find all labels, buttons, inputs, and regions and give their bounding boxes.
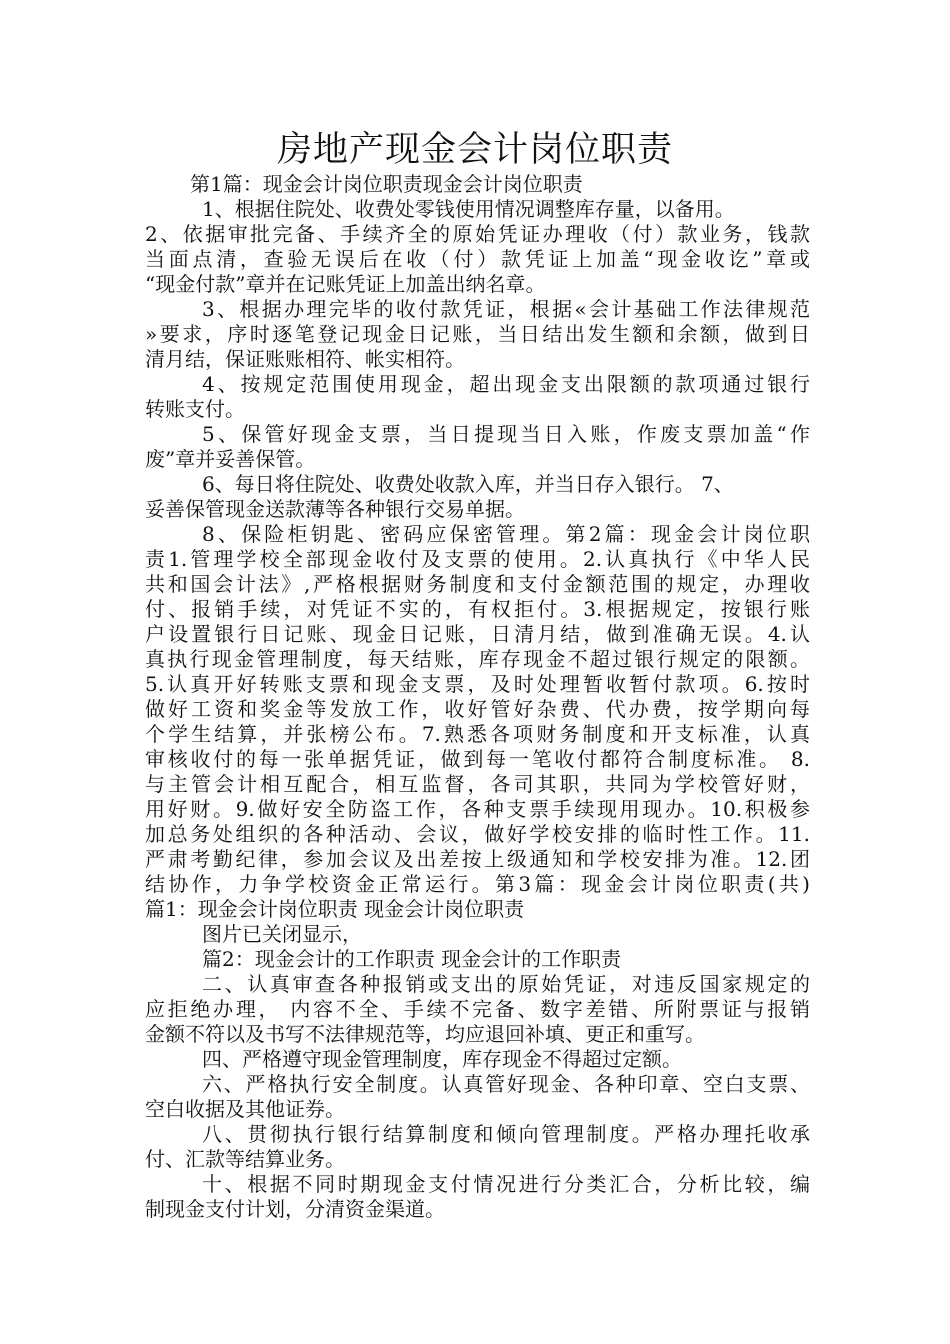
- paragraph-line: 用好财。9.做好安全防盗工作，各种支票手续现用现办。10.积极参: [145, 797, 810, 821]
- paragraph-line: 个学生结算，并张榜公布。7.熟悉各项财务制度和开支标准，认真: [145, 722, 810, 746]
- paragraph-line: 废”章并妥善保管。: [145, 447, 316, 471]
- paragraph-line: 八、贯彻执行银行结算制度和倾向管理制度。严格办理托收承: [202, 1122, 810, 1146]
- paragraph-line: 当面点清，查验无误后在收（付）款凭证上加盖“现金收讫”章或: [145, 247, 810, 271]
- paragraph-line: 审核收付的每一张单据凭证，做到每一笔收付都符合制度标准。 8.: [145, 747, 810, 771]
- paragraph-line: 做好工资和奖金等发放工作，收好管好杂费、代办费，按学期向每: [145, 697, 810, 721]
- paragraph-line: 二、认真审查各种报销或支出的原始凭证，对违反国家规定的: [202, 972, 810, 996]
- paragraph-line: “现金付款”章并在记账凭证上加盖出纳名章。: [145, 272, 546, 296]
- paragraph-line: »要求，序时逐笔登记现金日记账，当日结出发生额和余额，做到日: [145, 322, 810, 346]
- paragraph-line: 严肃考勤纪律，参加会议及出差按上级通知和学校安排为准。12.团: [145, 847, 810, 871]
- paragraph-line: 付、报销手续，对凭证不实的，有权拒付。3.根据规定，按银行账: [145, 597, 810, 621]
- paragraph-line: 5.认真开好转账支票和现金支票，及时处理暂收暂付款项。6.按时: [145, 672, 810, 696]
- paragraph-line: 清月结，保证账账相符、帐实相符。: [145, 347, 465, 371]
- paragraph-line: 图片已关闭显示，: [202, 922, 362, 946]
- paragraph-line: 2、依据审批完备、手续齐全的原始凭证办理收（付）款业务，钱款: [145, 222, 810, 246]
- paragraph-line: 加总务处组织的各种活动、会议，做好学校安排的临时性工作。11.: [145, 822, 810, 846]
- paragraph-line: 3、根据办理完毕的收付款凭证，根据«会计基础工作法律规范: [202, 297, 810, 321]
- paragraph-line: 应拒绝办理， 内容不全、手续不完备、数字差错、所附票证与报销: [145, 997, 810, 1021]
- paragraph-line: 4、按规定范围使用现金，超出现金支出限额的款项通过银行: [202, 372, 810, 396]
- paragraph-line: 转账支付。: [145, 397, 245, 421]
- paragraph-line: 六、严格执行安全制度。认真管好现金、各种印章、空白支票、: [202, 1072, 810, 1096]
- paragraph-line: 8、保险柜钥匙、密码应保密管理。第2篇：现金会计岗位职: [202, 522, 810, 546]
- paragraph-line: 6、每日将住院处、收费处收款入库，并当日存入银行。 7、: [202, 472, 734, 496]
- paragraph-line: 篇2：现金会计的工作职责 现金会计的工作职责: [202, 947, 622, 971]
- paragraph-line: 责1.管理学校全部现金收付及支票的使用。2.认真执行《中华人民: [145, 547, 810, 571]
- document-body: [145, 172, 810, 1222]
- paragraph-line: 共和国会计法》,严格根据财务制度和支付金额范围的规定，办理收: [145, 572, 810, 596]
- paragraph-line: 真执行现金管理制度，每天结账，库存现金不超过银行规定的限额。: [145, 647, 810, 671]
- paragraph-line: 四、严格遵守现金管理制度，库存现金不得超过定额。: [202, 1047, 682, 1071]
- paragraph-line: 妥善保管现金送款薄等各种银行交易单据。: [145, 497, 525, 521]
- paragraph-line: 户设置银行日记账、现金日记账，日清月结，做到准确无误。4.认: [145, 622, 810, 646]
- paragraph-line: 篇1：现金会计岗位职责 现金会计岗位职责: [145, 897, 525, 921]
- paragraph-line: 与主管会计相互配合，相互监督，各司其职，共同为学校管好财，: [145, 772, 810, 796]
- paragraph-line: 第1篇：现金会计岗位职责现金会计岗位职责: [190, 172, 583, 196]
- paragraph-line: 付、汇款等结算业务。: [145, 1147, 345, 1171]
- paragraph-line: 1、根据住院处、收费处零钱使用情况调整库存量，以备用。: [202, 197, 735, 221]
- paragraph-line: 制现金支付计划，分清资金渠道。: [145, 1197, 445, 1221]
- paragraph-line: 5、保管好现金支票，当日提现当日入账，作废支票加盖“作: [202, 422, 810, 446]
- document-title: 房地产现金会计岗位职责: [276, 130, 673, 170]
- paragraph-line: 结协作，力争学校资金正常运行。第3篇：现金会计岗位职责(共): [145, 872, 810, 896]
- paragraph-line: 十、根据不同时期现金支付情况进行分类汇合，分析比较，编: [202, 1172, 810, 1196]
- paragraph-line: 空白收据及其他证券。: [145, 1097, 345, 1121]
- paragraph-line: 金额不符以及书写不法律规范等，均应退回补填、更正和重写。: [145, 1022, 705, 1046]
